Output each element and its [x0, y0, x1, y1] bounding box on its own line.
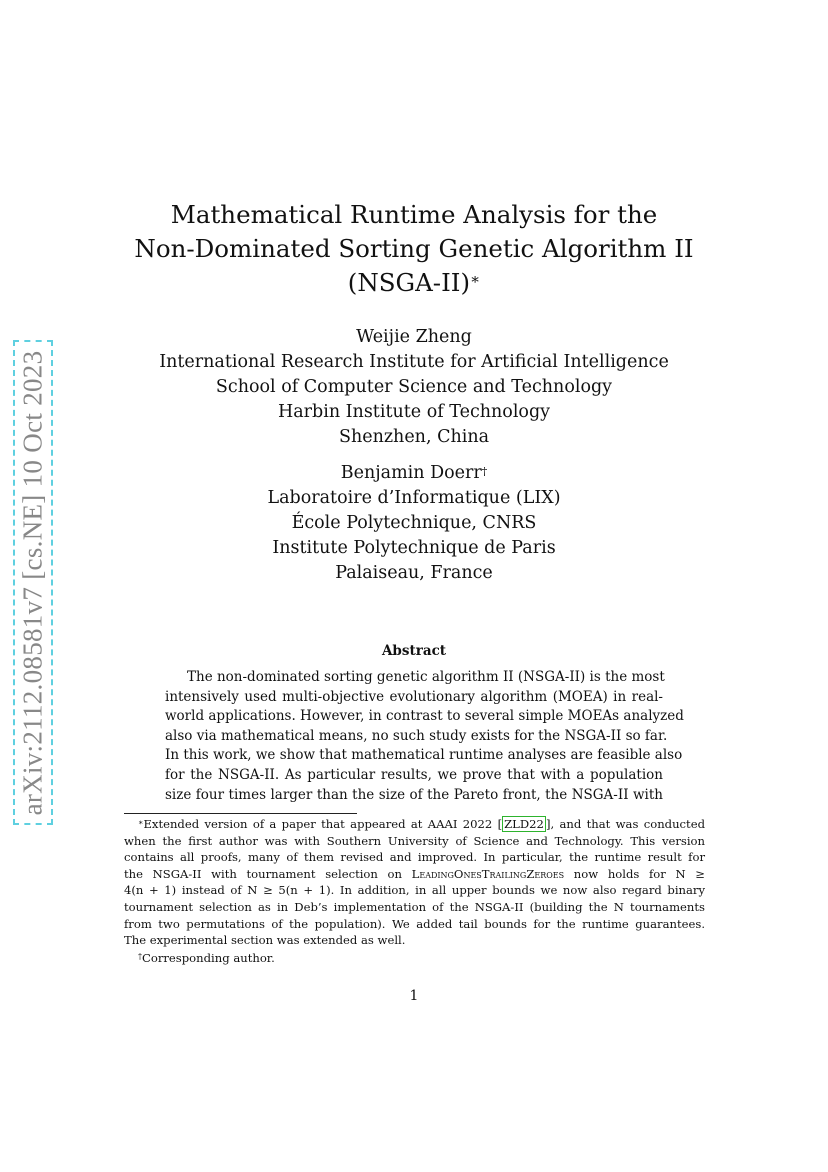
affiliation-line: Palaiseau, France [335, 563, 493, 583]
footnote-line: contains all proofs, many of them revised and improved. In particular, the runtime result for [124, 850, 705, 865]
title-line-1: Mathematical Runtime Analysis for the [170, 200, 658, 229]
affiliation-line: International Research Institute for Artificial Intelligence [159, 352, 669, 372]
abstract-text [165, 668, 684, 805]
footnote-mark: † [138, 951, 142, 961]
affiliation-line: Institute Polytechnique de Paris [272, 538, 556, 558]
footnote-2: †Corresponding author. [138, 950, 275, 965]
abstract-line: In this work, we show that mathematical runtime analyses are feasible also [165, 747, 683, 764]
paper-title [120, 198, 708, 300]
citation-link[interactable]: ZLD22 [504, 817, 544, 831]
affiliation-line: École Polytechnique, CNRS [291, 513, 537, 533]
footnote-line: when the first author was with Southern University of Science and Technology. This version [124, 833, 705, 848]
problem-name: LeadingOnesTrailingZeroes [411, 866, 565, 881]
footnote-line: tournament selection as in Deb’s implementation of the NSGA-II (building the N tournaments [124, 899, 705, 914]
abstract-line: also via mathematical means, no such study exists for the NSGA-II so far. [165, 727, 668, 744]
affiliation-line: Shenzhen, China [338, 427, 490, 447]
affiliation-line: Laboratoire d’Informatique (LIX) [267, 488, 561, 508]
footnotes [124, 816, 705, 966]
abstract-line: intensively used multi-objective evolutionary algorithm (MOEA) in real- [165, 688, 663, 705]
author-footnote-mark: † [481, 465, 488, 478]
title-line-2: Non-Dominated Sorting Genetic Algorithm II [134, 234, 694, 263]
author-block-1 [120, 325, 708, 450]
footnote-line: The experimental section was extended as well. [124, 933, 406, 948]
footnote-mark: ∗ [138, 818, 144, 827]
author-block-2 [120, 461, 708, 586]
title-footnote-mark: ∗ [470, 270, 481, 288]
footnote-line: the NSGA-II with tournament selection on LeadingOnesTrailingZeroes now holds for N ≥ [124, 866, 705, 881]
affiliation-line: School of Computer Science and Technology [215, 377, 613, 397]
abstract-line: for the NSGA-II. As particular results, we prove that with a population [165, 766, 663, 783]
abstract-line: The non-dominated sorting genetic algorithm II (NSGA-II) is the most [187, 669, 665, 685]
affiliation-line: Harbin Institute of Technology [277, 402, 551, 422]
abstract-heading: Abstract [381, 643, 447, 659]
abstract-line: world applications. However, in contrast to several simple MOEAs analyzed [165, 708, 684, 725]
footnote-divider [124, 813, 357, 814]
title-line-3: (NSGA-II) [347, 268, 471, 297]
arxiv-side-stamp [13, 340, 53, 825]
footnote-line: ∗Extended version of a paper that appeared at AAAI 2022 [ ZLD22 ], and that was conducted [138, 817, 705, 831]
abstract-line: size four times larger than the size of the Pareto front, the NSGA-II with [165, 786, 663, 803]
author-name: Weijie Zheng [356, 327, 472, 347]
footnote-line: 4(n + 1) instead of N ≥ 5(n + 1). In addition, in all upper bounds we now also regard binary [124, 883, 705, 898]
page-number: 1 [409, 988, 419, 1004]
arxiv-identifier: arXiv:2112.08581v7 [cs.NE] 10 Oct 2023 [17, 350, 48, 815]
author-name: Benjamin Doerr [340, 463, 482, 483]
footnote-line: from two permutations of the population). We added tail bounds for the runtime guarantees. [124, 916, 705, 931]
